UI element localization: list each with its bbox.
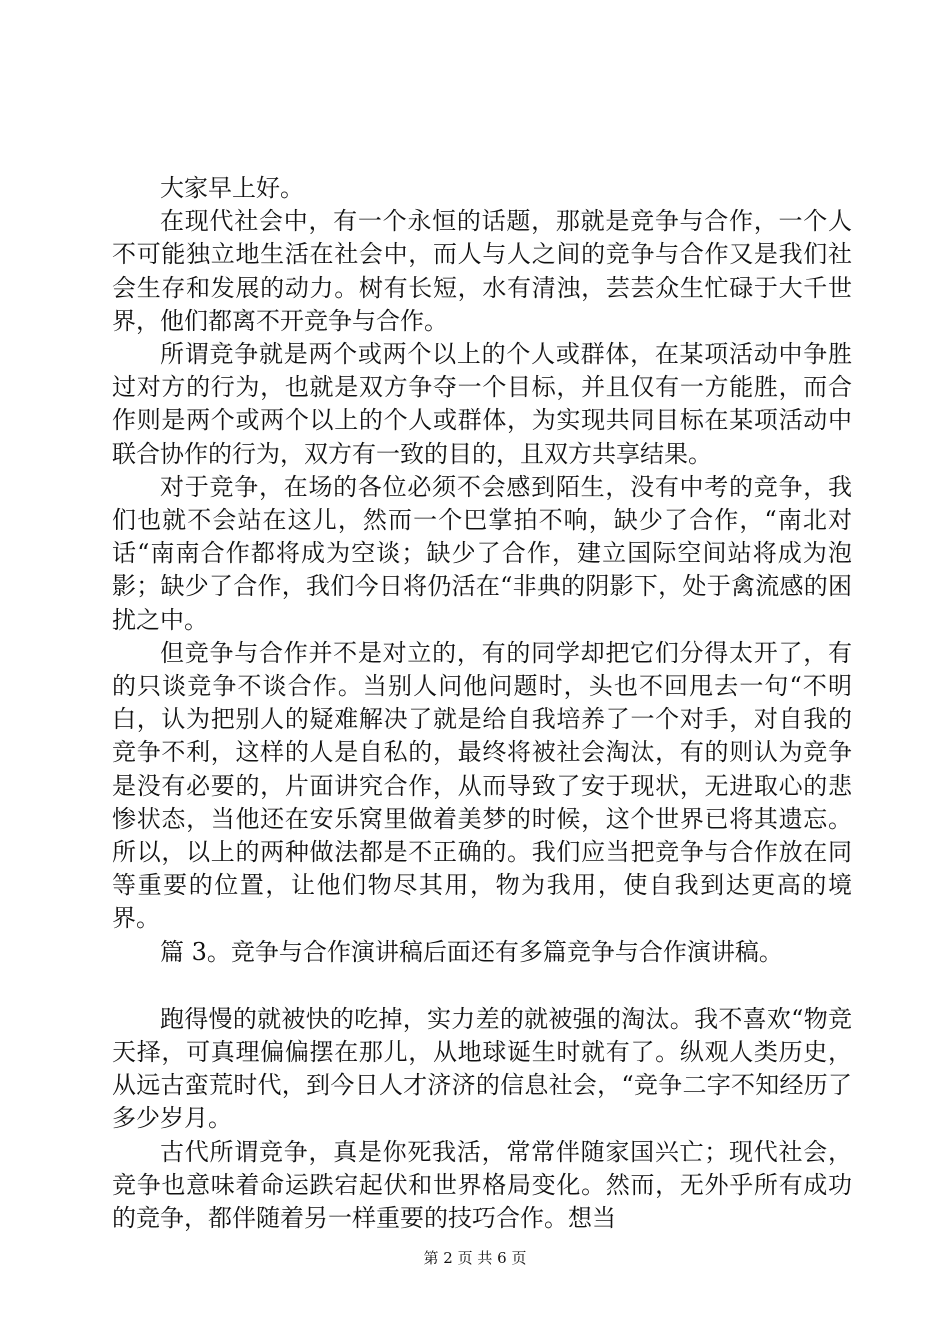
page-number: 第 2 页 共 6 页 xyxy=(423,1249,527,1267)
paragraph-greeting: 大家早上好。 xyxy=(160,174,304,202)
paragraph-balance: 但竞争与合作并不是对立的，有的同学却把它们分得太开了，有的只谈竞争不谈合作。当别人问他问题时，头也不回甩去一句“不明白，认为把别人的疑难解决了就是给自我培养了一个对手，对自我的竞争不利，这样的人是自私的，最终将被社会淘汰，有的则认为竞争是没有必要的，片面讲究合作，从而导致了安于现状，无进取心的悲惨状态，当他还在安乐窝里做着美梦的时候，这个世界已将其遗忘。所以，以上的两种做法都是不正确的。我们应当把竞争与合作放在同等重要的位置，让他们物尽其用，物为我用，使自我到达更高的境界。 xyxy=(112,638,852,933)
paragraph-history: 古代所谓竞争，真是你死我活，常常伴随家国兴亡；现代社会，竞争也意味着命运跌宕起伏和世界格局变化。然而，无外乎所有成功的竞争，都伴随着另一样重要的技巧合作。想当 xyxy=(112,1137,852,1233)
paragraph-gap xyxy=(112,969,852,1003)
paragraph-section-note: 篇 3。竞争与合作演讲稿后面还有多篇竞争与合作演讲稿。 xyxy=(160,937,783,966)
paragraph-definition: 所谓竞争就是两个或两个以上的个人或群体，在某项活动中争胜过对方的行为，也就是双方争夺一个目标，并且仅有一方能胜，而合作则是两个或两个以上的个人或群体，为实现共同目标在某项活动中联合协作的行为，双方有一致的目的，且双方共享结果。 xyxy=(112,340,852,468)
paragraph-intro: 在现代社会中，有一个永恒的话题，那就是竞争与合作，一个人不可能独立地生活在社会中，而人与人之间的竞争与合作又是我们社会生存和发展的动力。树有长短，水有清浊，芸芸众生忙碌于大千世界，他们都离不开竞争与合作。 xyxy=(112,207,852,335)
page-footer xyxy=(0,1248,950,1268)
paragraph-survival: 跑得慢的就被快的吃掉，实力差的就被强的淘汰。我不喜欢“物竞天择，可真理偏偏摆在那儿，从地球诞生时就有了。纵观人类历史，从远古蛮荒时代，到今日人才济济的信息社会，“竞争二字不知经历了多少岁月。 xyxy=(112,1004,852,1133)
paragraph-examples: 对于竞争，在场的各位必须不会感到陌生，没有中考的竞争，我们也就不会站在这儿，然而一个巴掌拍不响，缺少了合作，“南北对话“南南合作都将成为空谈；缺少了合作，建立国际空间站将成为泡影；缺少了合作，我们今日将仍活在“非典的阴影下，处于禽流感的困扰之中。 xyxy=(112,472,852,634)
document-body xyxy=(112,172,852,1235)
